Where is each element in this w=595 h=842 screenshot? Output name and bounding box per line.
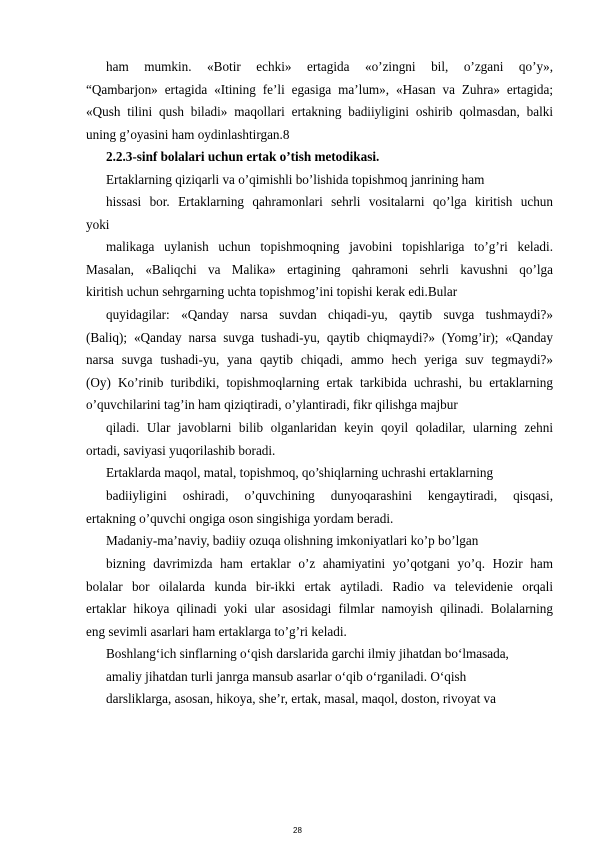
paragraph-10	[86, 553, 553, 643]
paragraph-11: Boshlang‘ich sinflarning o‘qish darslarida garchi ilmiy jihatdan bo‘lmasada,	[106, 646, 509, 661]
paragraph-10-line-4: eng sevimli asarlari ham ertaklarga to’g’ri keladi.	[86, 623, 347, 639]
paragraph-9: Madaniy-ma’naviy, badiiy ozuqa olishning imkoniyatlari ko’p bo’lgan	[106, 533, 479, 548]
paragraph-3-line-1: hissasi bor. Ertaklarning qahramonlari sehrli vositalarni qo’lga kiritish uchun	[106, 194, 553, 209]
paragraph-3	[86, 191, 553, 236]
paragraph-4-line-1: malikaga uylanish uchun topishmoqning javobini topishlariga to’g’ri keladi.	[106, 239, 553, 254]
paragraph-1	[86, 56, 553, 146]
paragraph-10-line-3: ertaklar hikoya qilinadi yoki ular asosidagi filmlar namoyish qilinadi. Bolalarning	[86, 601, 553, 617]
paragraph-7: Ertaklarda maqol, matal, topishmoq, qo’shiqlarning uchrashi ertaklarning	[106, 465, 494, 480]
paragraph-4-line-3: kiritish uchun sehrgarning uchta topishmog’ini topishi kerak edi.Bular	[86, 284, 458, 300]
paragraph-13: darsliklarga, asosan, hikoya, she’r, ertak, masal, maqol, doston, rivoyat va	[106, 691, 496, 706]
paragraph-10-line-2: bolalar bor oilalarda kunda bir-ikki ertak aytiladi. Radio va televidenie orqali	[86, 578, 553, 594]
paragraph-8-line-2: ertakning o’quvchi ongiga oson singishiga yordam beradi.	[86, 510, 394, 526]
paragraph-6-line-1: qiladi. Ular javoblarni bilib olganlaridan keyin qoyil qoladilar, ularning zehni	[106, 420, 553, 435]
page-number: 28	[293, 826, 302, 835]
paragraph-4-line-2: Masalan, «Baliqchi va Malika» ertagining qahramoni sehrli kavushni qo’lga	[86, 261, 553, 277]
paragraph-5-line-1: quyidagilar: «Qanday narsa suvdan chiqadi-yu, qaytib suvga tushmaydi?»	[106, 307, 553, 322]
paragraph-5-line-4: (Oy) Ko’rinib turibdiki, topishmoqlarning ertak tarkibida uchrashi, bu ertaklarning	[86, 374, 553, 390]
paragraph-8-line-1: badiiyligini oshiradi, o’quvchining dunyoqarashini kengaytiradi, qisqasi,	[106, 488, 553, 503]
paragraph-5	[86, 304, 553, 417]
paragraph-1-line-2: “Qambarjon» ertagida «Itining fe’li egasiga ma’lum», «Hasan va Zuhra» ertagida;	[86, 81, 553, 97]
paragraph-1-line-4: uning g’oyasini ham oydinlashtirgan.8	[86, 126, 290, 142]
paragraph-2: Ertaklarning qiziqarli va o’qimishli bo’lishida topishmoq janrining ham	[106, 172, 485, 187]
paragraph-8	[86, 485, 553, 530]
section-heading: 2.2.3-sinf bolalari uchun ertak o’tish metodikasi.	[106, 149, 380, 164]
paragraph-5-line-3: narsa suvga tushadi-yu, yana qaytib chiqadi, ammo hech yeriga suv tegmaydi?»	[86, 352, 553, 368]
paragraph-5-line-2: (Baliq); «Qanday narsa suvga tushadi-yu, qaytib chiqmaydi?» (Yomg’ir); «Qanday	[86, 329, 553, 345]
paragraph-6	[86, 417, 553, 462]
paragraph-10-line-1: bizning davrimizda ham ertaklar o’z ahamiyatini yo’qotgani yo’q. Hozir ham	[106, 556, 553, 571]
paragraph-3-line-2: yoki	[86, 216, 110, 232]
paragraph-4	[86, 236, 553, 304]
paragraph-1-line-3: «Qush tilini qush biladi» maqollari ertakning badiiyligini oshirib qolmasdan, balki	[86, 104, 553, 120]
paragraph-6-line-2: ortadi, saviyasi yuqorilashib boradi.	[86, 442, 276, 458]
paragraph-1-line-1: ham mumkin. «Botir echki» ertagida «o’zingni bil, o’zgani qo’y»,	[106, 59, 553, 74]
paragraph-5-line-5: o’quvchilarini tag’in ham qiziqtiradi, o’ylantiradi, fikr qilishga majbur	[86, 397, 458, 413]
paragraph-12: amaliy jihatdan turli janrga mansub asarlar o‘qib o‘rganiladi. O‘qish	[106, 669, 467, 684]
